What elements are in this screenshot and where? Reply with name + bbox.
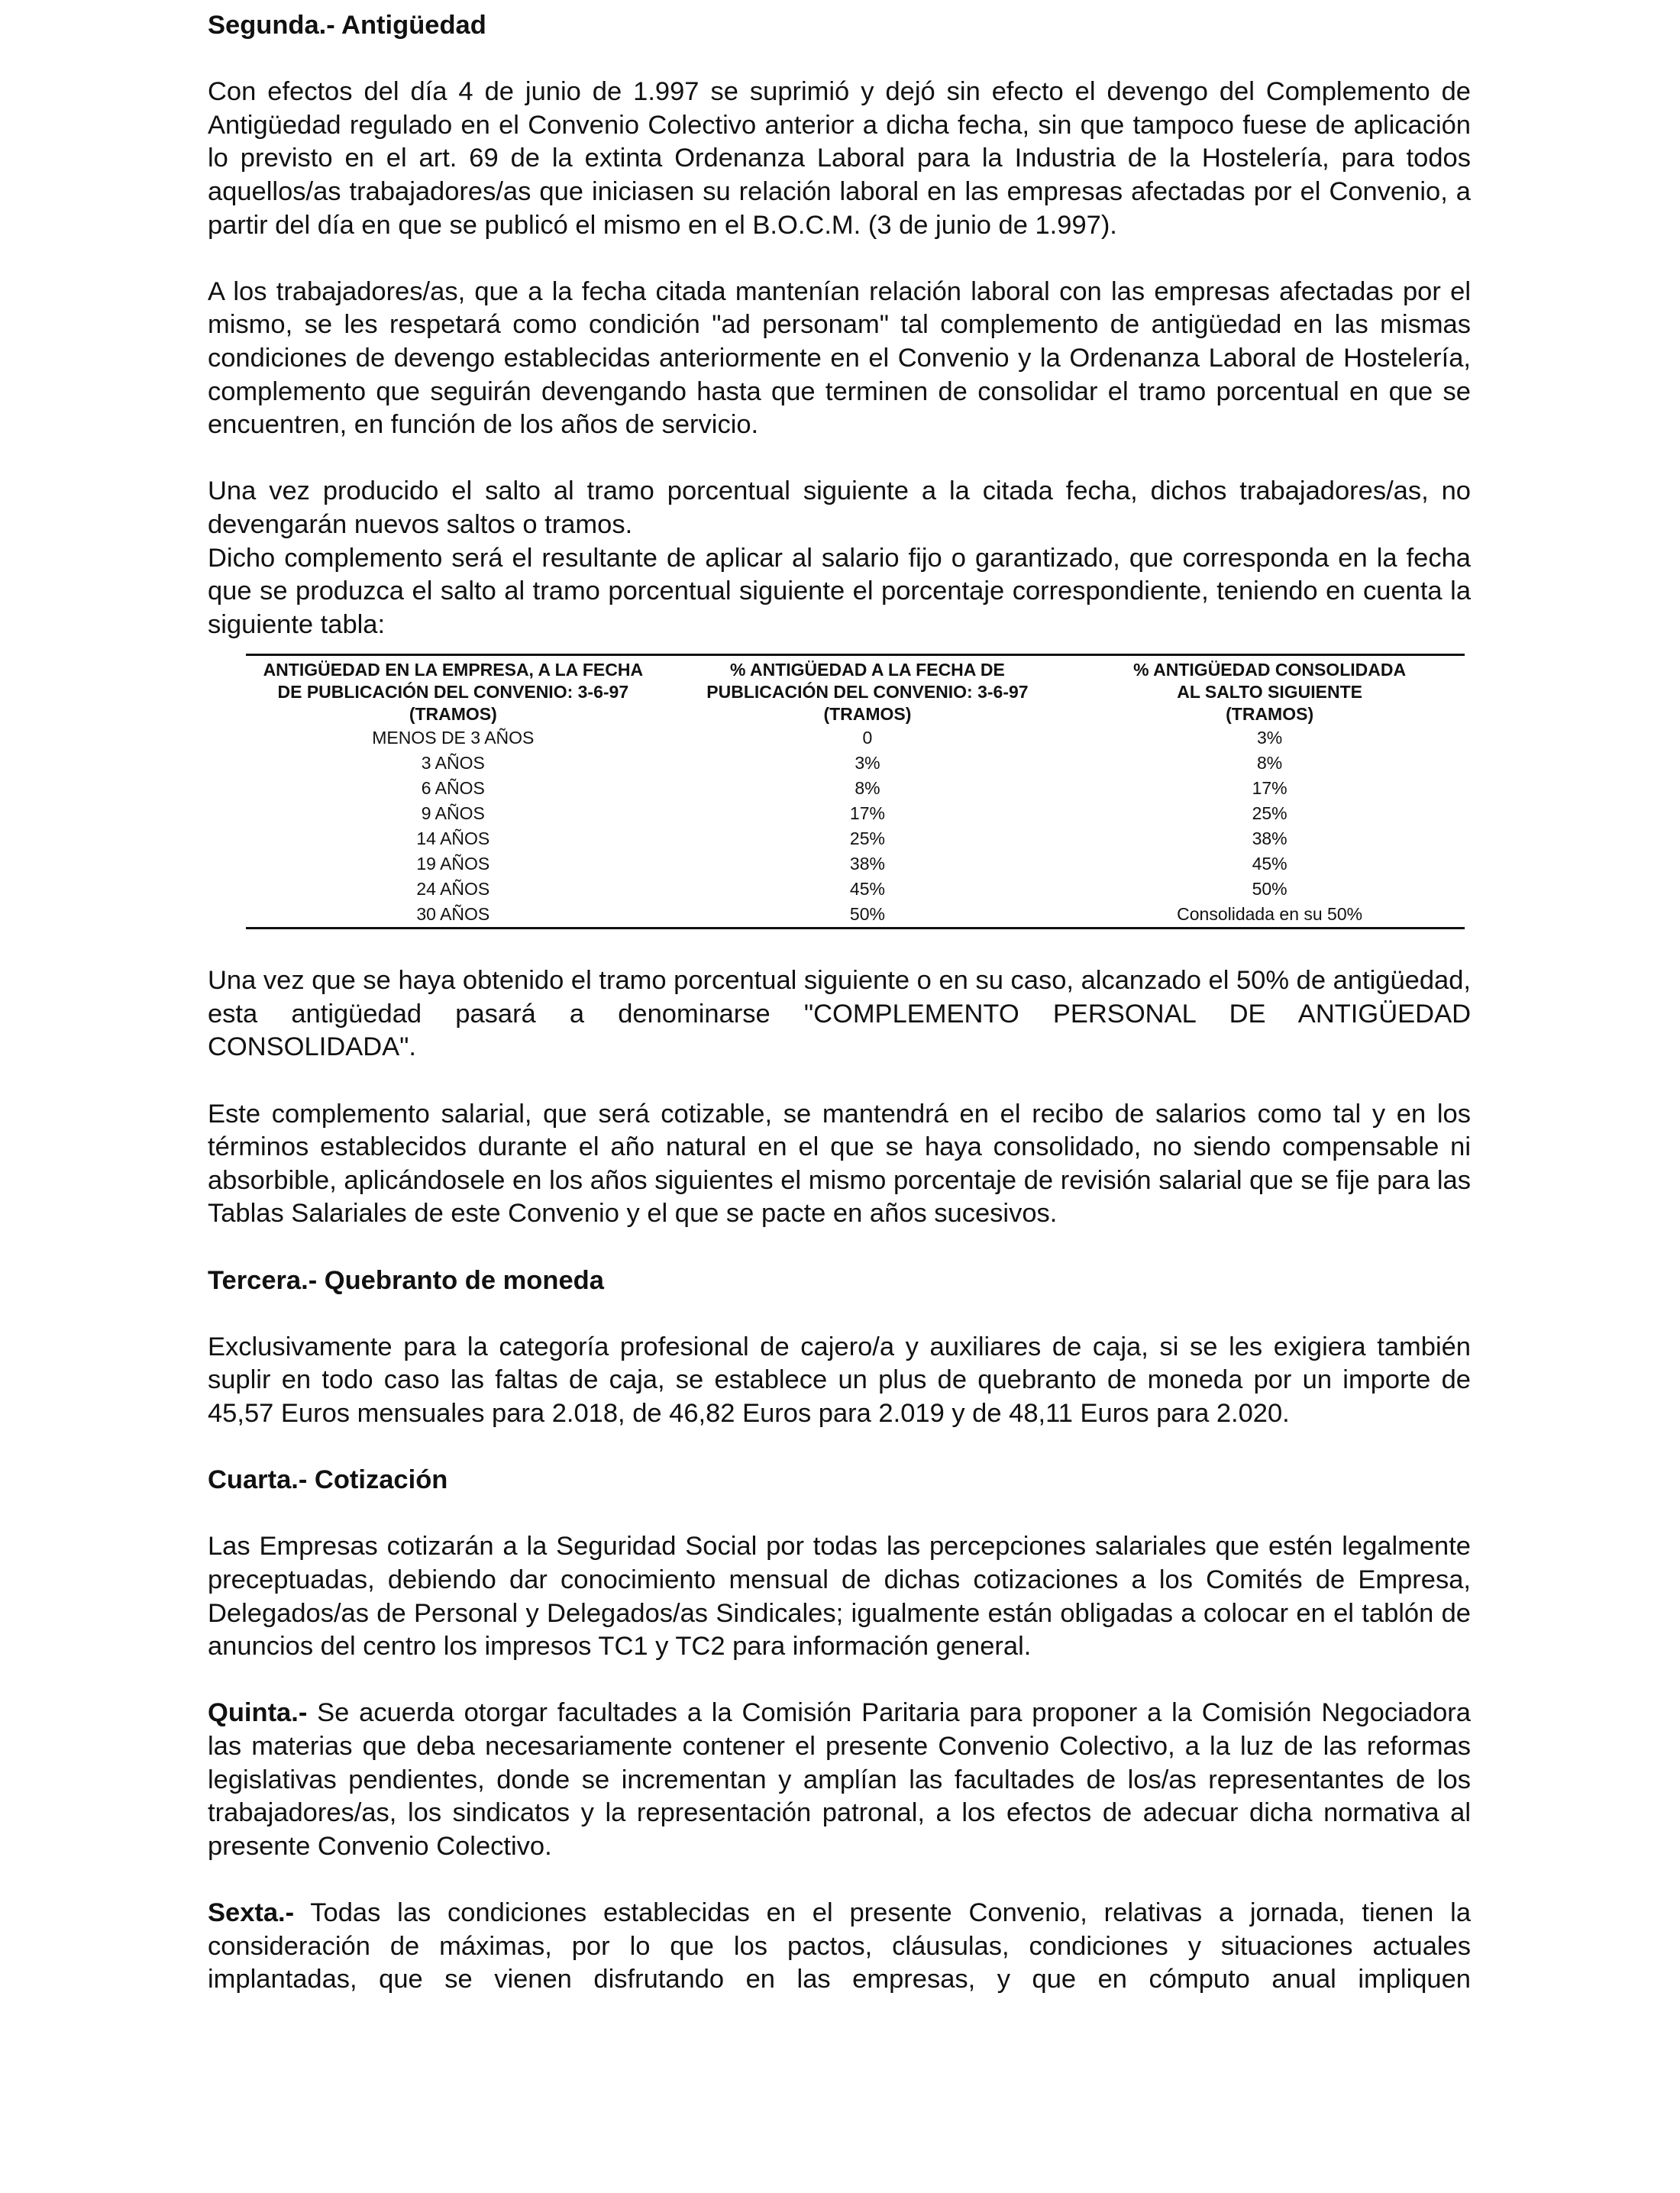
table-cell: 3% [855, 753, 880, 774]
section-heading-tercera: Tercera.- Quebranto de moneda [208, 1265, 604, 1295]
table-cell: 45% [849, 879, 885, 899]
table-cell: 17% [1252, 778, 1287, 799]
document-page [208, 9, 1471, 1997]
section-heading-segunda: Segunda.- Antigüedad [208, 11, 486, 40]
table-cell: 0 [862, 728, 873, 748]
table-cell: 9 AÑOS [421, 803, 485, 824]
table-cell: 17% [849, 803, 885, 824]
paragraph-text: Se acuerda otorgar facultades a la Comisión Paritaria para proponer a la Comisión Negociadora las materias que deba necesariamente contener el presente Convenio Colectivo, a la luz de las reformas legislativas pendientes, donde se incrementan y amplían las facultades de los/as representantes de los trabajadores/as, los sindicatos y la representación patronal, a los efectos de adecuar dicha normativa al presente Convenio Colectivo. [208, 1698, 1471, 1861]
table-cell: 24 AÑOS [416, 879, 490, 899]
paragraph-quinta [208, 1697, 1471, 1863]
table-row [246, 725, 1465, 751]
table-cell: 3 AÑOS [421, 753, 485, 774]
table-header-row [246, 655, 1465, 726]
table-row [246, 801, 1465, 826]
table-cell: 50% [1252, 879, 1287, 899]
table-row [246, 877, 1465, 902]
paragraph: A los trabajadores/as, que a la fecha citada mantenían relación laboral con las empresas afectadas por el mismo, se les respetará como condición "ad personam" tal complemento de antigüedad en las mismas condiciones de devengo establecidas anteriormente en el Convenio y la Ordenanza Laboral de Hostelería, complemento que seguirán devengando hasta que terminen de consolidar el tramo porcentual en que se encuentren, en función de los años de servicio. [208, 276, 1471, 440]
table-cell: 14 AÑOS [416, 828, 490, 849]
table-row [246, 751, 1465, 776]
table-cell: 25% [849, 828, 885, 849]
paragraph: Una vez que se haya obtenido el tramo porcentual siguiente o en su caso, alcanzado el 50% de antigüedad, esta antigüedad pasará a denominarse "COMPLEMENTO PERSONAL DE ANTIGÜEDAD CONSOLIDADA". [208, 966, 1471, 1062]
table-header-cell: % ANTIGÜEDAD CONSOLIDADA AL SALTO SIGUIENTE (TRAMOS) [1133, 660, 1407, 725]
table-cell: 38% [849, 854, 885, 874]
table-header-cell: ANTIGÜEDAD EN LA EMPRESA, A LA FECHA DE PUBLICACIÓN DEL CONVENIO: 3-6-97 (TRAMOS) [263, 660, 644, 725]
table-cell: 30 AÑOS [416, 904, 490, 925]
table-row [246, 902, 1465, 929]
paragraph-sexta [208, 1897, 1471, 1997]
table-header-cell: % ANTIGÜEDAD A LA FECHA DE PUBLICACIÓN DEL CONVENIO: 3-6-97 (TRAMOS) [706, 660, 1029, 725]
antiguedad-table [246, 654, 1465, 929]
table-cell: 3% [1257, 728, 1283, 748]
section-label-sexta: Sexta.- [208, 1897, 295, 1927]
table-cell: 25% [1252, 803, 1287, 824]
table-cell: MENOS DE 3 AÑOS [372, 728, 535, 748]
table-cell: 6 AÑOS [421, 778, 485, 799]
paragraph: Con efectos del día 4 de junio de 1.997 se suprimió y dejó sin efecto el devengo del Complemento de Antigüedad regulado en el Convenio Colectivo anterior a dicha fecha, sin que tampoco fuese de aplicación lo previsto en el art. 69 de la extinta Ordenanza Laboral para la Industria de la Hostelería, para todos aquellos/as trabajadores/as que iniciasen su relación laboral en las empresas afectadas por el Convenio, a partir del día en que se publicó el mismo en el B.O.C.M. (3 de junio de 1.997). [208, 77, 1471, 240]
table-cell: 19 AÑOS [416, 854, 490, 874]
table-cell: 38% [1252, 828, 1287, 849]
table-row [246, 826, 1465, 851]
section-label-quinta: Quinta.- [208, 1698, 308, 1728]
table-cell: 8% [855, 778, 880, 799]
table-cell: Consolidada en su 50% [1177, 904, 1363, 925]
paragraph: Una vez producido el salto al tramo porcentual siguiente a la citada fecha, dichos trabajadores/as, no devengarán nuevos saltos o tramos. [208, 476, 1471, 539]
paragraph: Las Empresas cotizarán a la Seguridad Social por todas las percepciones salariales que estén legalmente preceptuadas, debiendo dar conocimiento mensual de dichas cotizaciones a los Comités de Empresa, Delegados/as de Personal y Delegados/as Sindicales; igualmente están obligadas a colocar en el tablón de anuncios del centro los impresos TC1 y TC2 para información general. [208, 1532, 1471, 1662]
table-row [246, 776, 1465, 801]
table-row [246, 851, 1465, 877]
paragraph-text: Todas las condiciones establecidas en el presente Convenio, relativas a jornada, tienen la consideración de máximas, por lo que los pactos, cláusulas, condiciones y situaciones actuales implantadas, que se vienen disfrutando en las empresas, y que en cómputo anual impliquen [208, 1897, 1471, 1994]
table-cell: 50% [849, 904, 885, 925]
paragraph: Este complemento salarial, que será cotizable, se mantendrá en el recibo de salarios como tal y en los términos establecidos durante el año natural en el que se haya consolidado, no siendo compensable ni absorbible, aplicándosele en los años siguientes el mismo porcentaje de revisión salarial que se fije para las Tablas Salariales de este Convenio y el que se pacte en años sucesivos. [208, 1099, 1471, 1229]
paragraph: Exclusivamente para la categoría profesional de cajero/a y auxiliares de caja, si se les exigiera también suplir en todo caso las faltas de caja, se establece un plus de quebranto de moneda por un importe de 45,57 Euros mensuales para 2.018, de 46,82 Euros para 2.019 y de 48,11 Euros para 2.020. [208, 1332, 1471, 1428]
section-heading-cuarta: Cuarta.- Cotización [208, 1465, 448, 1495]
paragraph: Dicho complemento será el resultante de aplicar al salario fijo o garantizado, que corresponda en la fecha que se produzca el salto al tramo porcentual siguiente el porcentaje correspondiente, teniendo en cuenta la siguiente tabla: [208, 543, 1471, 639]
table-cell: 45% [1252, 854, 1287, 874]
table-cell: 8% [1257, 753, 1283, 774]
